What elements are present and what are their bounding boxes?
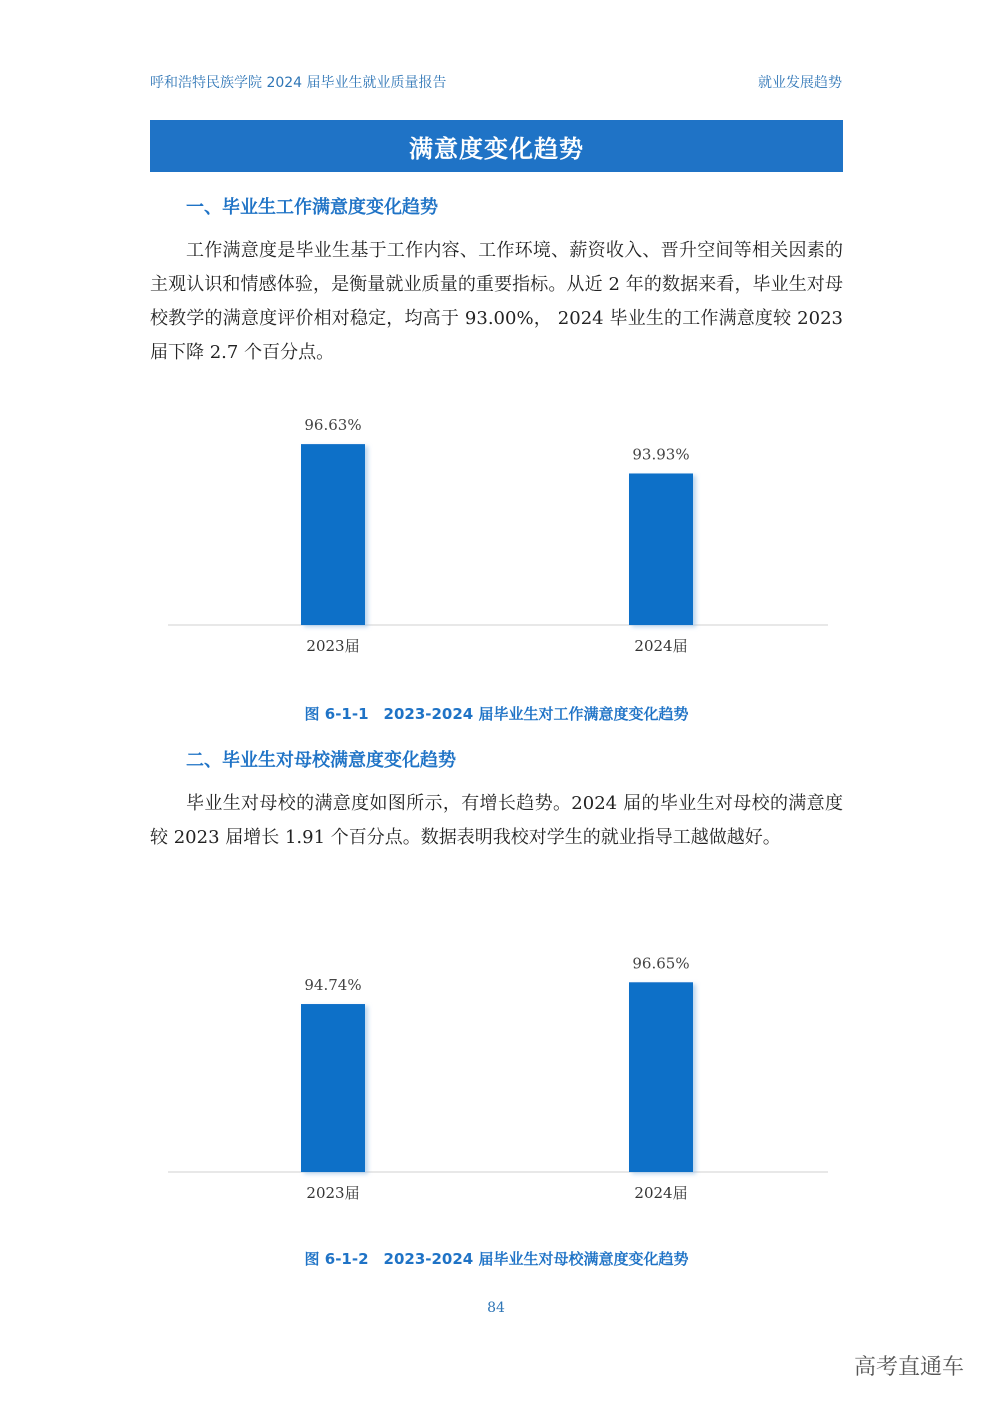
bar-2023届 — [301, 1004, 365, 1172]
category-label: 2024届 — [634, 1184, 688, 1202]
figure-caption-6-1-1: 图 6-1-1 2023-2024 届毕业生对工作满意度变化趋势 — [304, 705, 689, 723]
chart-work-satisfaction — [168, 400, 828, 660]
chart-svg — [168, 936, 828, 1206]
data-label: 96.63% — [304, 416, 362, 435]
figure-caption-6-1-2: 图 6-1-2 2023-2024 届毕业生对母校满意度变化趋势 — [304, 1250, 689, 1268]
bar-2024届 — [629, 982, 693, 1172]
paragraph-work-satisfaction: 工作满意度是毕业生基于工作内容、工作环境、薪资收入、晋升空间等相关因素的主观认识和情感体验，是衡量就业质量的重要指标。从近 2 年的数据来看，毕业生对母校教学的满意度评价相对稳定，均高于 93.00%， 2024 毕业生的工作满意度较 2023 届下降 2.7 个百分点。 — [150, 240, 843, 363]
section-heading-alma-mater-satisfaction: 二、毕业生对母校满意度变化趋势 — [186, 750, 456, 771]
paragraph-alma-mater-satisfaction: 毕业生对母校的满意度如图所示，有增长趋势。2024 届的毕业生对母校的满意度较 2023 届增长 1.91 个百分点。数据表明我校对学生的就业指导工越做越好。 — [150, 793, 843, 848]
chart-alma-mater-satisfaction — [168, 936, 828, 1202]
section-heading-work-satisfaction: 一、毕业生工作满意度变化趋势 — [186, 197, 438, 218]
category-label: 2023届 — [306, 1184, 360, 1202]
data-label: 94.74% — [304, 976, 362, 995]
running-header-section: 就业发展趋势 — [758, 75, 842, 91]
page-number: 84 — [487, 1300, 505, 1316]
bar-2024届 — [629, 473, 693, 625]
running-header-title: 呼和浩特民族学院 2024 届毕业生就业质量报告 — [150, 75, 447, 91]
page-title: 满意度变化趋势 — [150, 120, 843, 172]
chart-svg — [168, 400, 828, 660]
watermark: 高考直通车 — [853, 1355, 964, 1380]
bar-2023届 — [301, 444, 365, 625]
data-label: 96.65% — [632, 954, 690, 973]
data-label: 93.93% — [632, 445, 690, 464]
category-label: 2024届 — [634, 637, 688, 655]
category-label: 2023届 — [306, 637, 360, 655]
